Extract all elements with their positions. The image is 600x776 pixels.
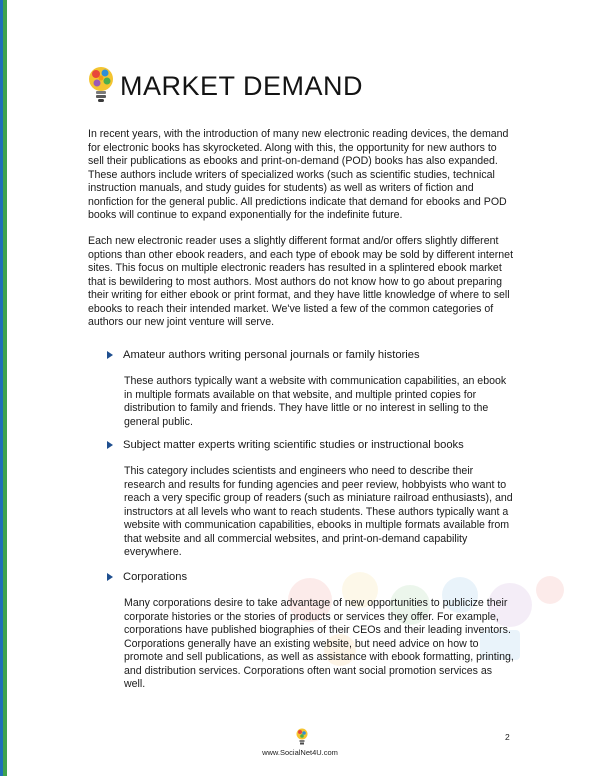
bullet-arrow-icon: [107, 573, 113, 581]
market-paragraph: Each new electronic reader uses a slightly different format and/or offers slightly different options than other ebook readers, and each type of ebook may be sold by different internet sites. This focus on multiple electronic readers has resulted in a splintered ebook market that is bewildering to most authors. Most authors do not know how to go about preparing their writing for either ebook or print format, and they have little knowledge of where to sell ebooks to reach their intended market. We've listed a few of the common categories of authors our new joint venture will serve.: [88, 235, 514, 328]
page-title: MARKET DEMAND: [120, 70, 364, 101]
bullet-title: Subject matter experts writing scientific studies or instructional books: [123, 439, 464, 451]
bullet-title: Amateur authors writing personal journals or family histories: [123, 349, 420, 361]
section-heading: [88, 66, 363, 106]
bullet-description: This category includes scientists and engineers who need to describe their research and results for funding agencies and peer review, hobbyists who want to reach a very specific group of readers (such as miniature railroad enthusiasts), and instructors at all levels who want to reach students. These authors typically want a website with communication capabilities, ebooks in multiple formats available from that website and all commercial websites, and print-on-demand capability everywhere.: [124, 465, 513, 558]
bullet-heading-subject-matter-experts: [107, 439, 464, 451]
page-number: 2: [505, 732, 510, 742]
bullet-description: Many corporations desire to take advantage of new opportunities to publicize their corporate histories or the stories of products or services they offer. For example, corporations have published biographies of their CEOs and their leading inventors. Corporations generally have an existing website, but need advice on how to promote and sell publications, as well as assistance with ebook formatting, printing, and distribution services. Corporations often want social promotion services as well.: [124, 597, 514, 690]
footer-lightbulb-icon: [296, 728, 308, 746]
bullet-heading-corporations: [107, 571, 187, 583]
bullet-arrow-icon: [107, 441, 113, 449]
page-side-stripe: [0, 0, 7, 776]
lightbulb-icon: [88, 66, 114, 106]
intro-paragraph: In recent years, with the introduction of many new electronic reading devices, the demand for electronic books has skyrocketed. Along with this, the opportunity for new authors to sell their publications as ebooks and print-on-demand (POD) books has also expanded. These authors include writers of specialized works (such as scientific studies, technical instruction manuals, and study guides for students) as well as writers of fiction and nonfiction for the general public. All predictions indicate that demand for ebooks and POD books will continue to expand exponentially for the indefinite future.: [88, 128, 509, 221]
bullet-arrow-icon: [107, 351, 113, 359]
bullet-heading-amateur-authors: [107, 349, 420, 361]
footer-website-url: www.SocialNet4U.com: [262, 748, 338, 757]
bullet-title: Corporations: [123, 571, 188, 583]
bullet-description: These authors typically want a website with communication capabilities, an ebook in multiple formats available on that website, and multiple printed copies for distribution to family and friends. They have little or no interest in selling to the general public.: [124, 375, 507, 428]
